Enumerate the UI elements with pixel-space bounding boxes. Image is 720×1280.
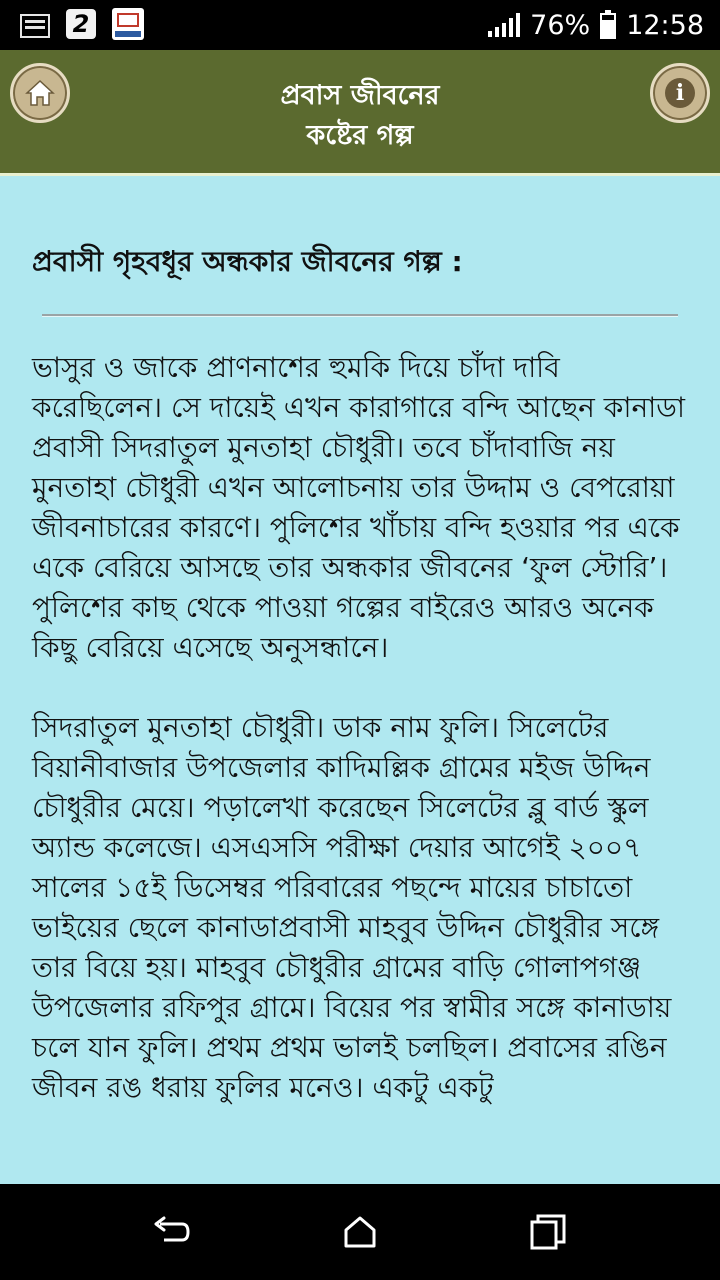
app-header (0, 50, 720, 176)
article-content[interactable] (0, 176, 720, 1184)
navigation-bar (0, 1184, 720, 1280)
home-nav-icon[interactable] (340, 1212, 380, 1252)
paragraph-1: ভাসুর ও জাকে প্রাণনাশের হুমকি দিয়ে চাঁদা দাবি করেছিলেন। সে দায়েই এখন কারাগারে বন্দি আছেন কানাডা প্রবাসী সিদরাতুল মুনতাহা চৌধুরী। তবে চাঁদাবাজি নয় মুনতাহা চৌধুরী এখন আলোচনায় তার উদ্দাম ও বেপরোয়া জীবনাচারের কারণে। পুলিশের খাঁচায় বন্দি হওয়ার পর একে একে বেরিয়ে আসছে তার অন্ধকার জীবনের ‘ফুল স্টোরি’। পুলিশের কাছ থেকে পাওয়া গল্পের বাইরেও আরও অনেক কিছু বেরিয়ে এসেছে অনুসন্ধানে। (32, 351, 686, 664)
article-body (32, 348, 692, 1148)
recent-apps-icon[interactable] (528, 1212, 568, 1252)
info-icon: i (665, 78, 695, 108)
battery-icon (600, 13, 616, 39)
home-button[interactable] (10, 63, 70, 123)
app-notification-icon (112, 8, 144, 40)
home-icon (25, 78, 55, 108)
paragraph-2: সিদরাতুল মুনতাহা চৌধুরী। ডাক নাম ফুলি। সিলেটের বিয়ানীবাজার উপজেলার কাদিমল্লিক গ্রামের মইজ উদ্দিন চৌধুরীর মেয়ে। পড়ালেখা করেছেন সিলেটের ব্লু বার্ড স্কুল অ্যান্ড কলেজে। এসএসসি পরীক্ষা দেয়ার আগেই ২০০৭ সালের ১৫ই ডিসেম্বর পরিবারের পছন্দে মায়ের চাচাতো ভাইয়ের ছেলে কানাডাপ্রবাসী মাহবুব উদ্দিন চৌধুরীর সঙ্গে তার বিয়ে হয়। মাহবুব চৌধুরীর গ্রামের বাড়ি গোলাপগঞ্জ উপজেলার রফিপুর গ্রামে। বিয়ের পর স্বামীর সঙ্গে কানাডায় চলে যান ফুলি। প্রথম প্রথম ভালই চলছিল। প্রবাসের রঙিন জীবন রঙ ধরায় ফুলির মনেও। একটু একটু (32, 711, 672, 1104)
status-bar (0, 0, 720, 50)
number-two-app-icon: 2 (66, 9, 96, 39)
back-icon[interactable] (152, 1212, 192, 1252)
title-line-1: প্রবাস জীবনের (280, 80, 440, 111)
battery-percent: 76% (530, 9, 591, 41)
info-button[interactable] (650, 63, 710, 123)
divider (42, 314, 678, 317)
signal-icon (488, 13, 520, 37)
system-status (488, 0, 704, 50)
article-title: প্রবাসী গৃহবধূর অন্ধকার জীবনের গল্প : (32, 245, 463, 278)
clock: 12:58 (626, 9, 704, 41)
page-title (100, 76, 620, 156)
message-icon (20, 14, 50, 38)
title-line-2: কষ্টের গল্প (306, 120, 414, 151)
notification-icons (20, 8, 144, 40)
